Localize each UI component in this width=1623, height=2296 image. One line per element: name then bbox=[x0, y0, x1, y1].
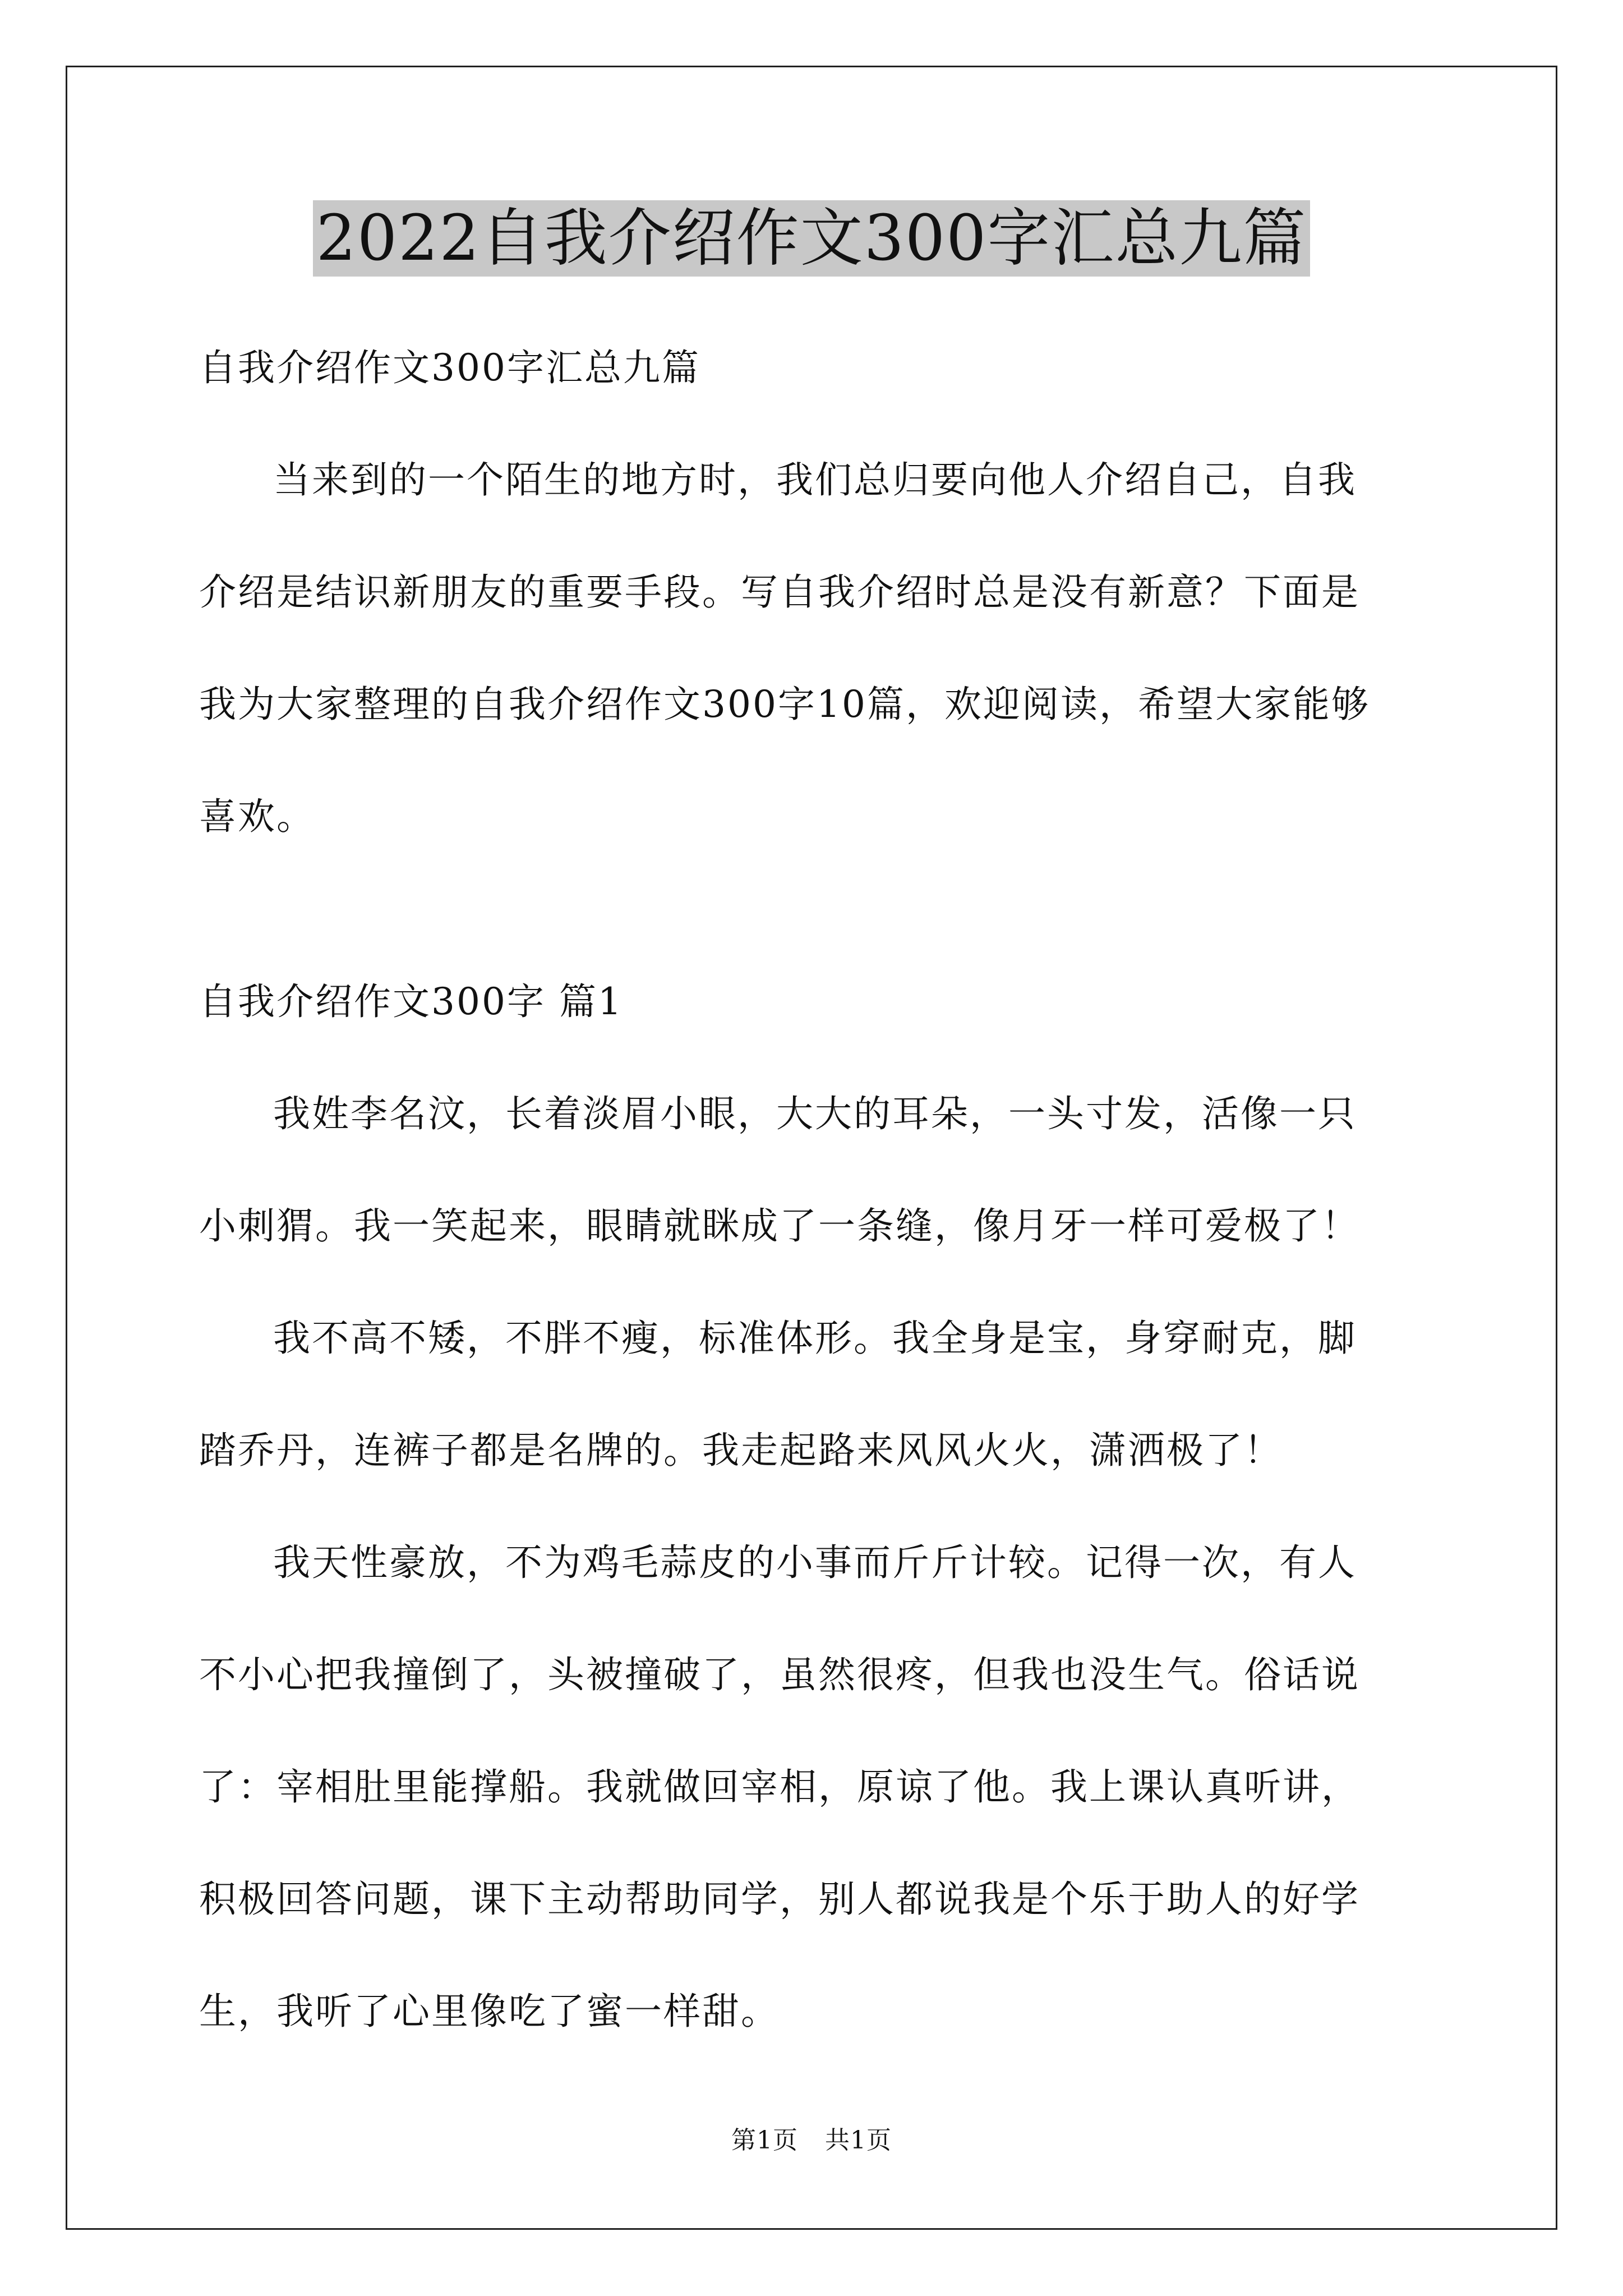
paragraph-line: 了：宰相肚里能撑船。我就做回宰相，原谅了他。我上课认真听讲， bbox=[199, 1765, 1360, 1809]
page-footer bbox=[0, 2125, 1623, 2156]
intro-line: 当来到的一个陌生的地方时，我们总归要向他人介绍自己，自我 bbox=[273, 458, 1357, 501]
document-title-container bbox=[0, 200, 1623, 277]
intro-line: 介绍是结识新朋友的重要手段。写自我介绍时总是没有新意？下面是 bbox=[199, 570, 1360, 614]
section-paragraph bbox=[199, 1507, 1433, 2068]
paragraph-line: 积极回答问题，课下主动帮助同学，别人都说我是个乐于助人的好学 bbox=[199, 1878, 1360, 1921]
section-spacer bbox=[199, 873, 1433, 974]
section-heading: 自我介绍作文300字 篇1 bbox=[199, 980, 623, 1023]
paragraph-line: 我姓李名汶，长着淡眉小眼，大大的耳朵，一头寸发，活像一只 bbox=[273, 1092, 1357, 1135]
paragraph-line: 我天性豪放，不为鸡毛蒜皮的小事而斤斤计较。记得一次，有人 bbox=[273, 1541, 1357, 1584]
document-title: 2022自我介绍作文300字汇总九篇 bbox=[313, 200, 1311, 277]
paragraph-line: 生，我听了心里像吃了蜜一样甜。 bbox=[199, 1990, 780, 2033]
intro-line: 我为大家整理的自我介绍作文300字10篇，欢迎阅读，希望大家能够 bbox=[199, 683, 1370, 726]
page-number: 第1页 bbox=[731, 2126, 798, 2155]
document-subtitle: 自我介绍作文300字汇总九篇 bbox=[199, 346, 700, 389]
heading-spacer bbox=[199, 1030, 1433, 1058]
section-paragraph bbox=[199, 1058, 1433, 1282]
paragraph-line: 小刺猬。我一笑起来，眼睛就眯成了一条缝，像月牙一样可爱极了！ bbox=[199, 1204, 1360, 1248]
intro-line: 喜欢。 bbox=[199, 795, 315, 838]
section-paragraph bbox=[199, 1282, 1433, 1507]
intro-paragraph bbox=[199, 424, 1433, 873]
page-total: 共1页 bbox=[825, 2126, 892, 2155]
document-body bbox=[199, 312, 1433, 2068]
paragraph-line: 踏乔丹，连裤子都是名牌的。我走起路来风风火火，潇洒极了！ bbox=[199, 1429, 1283, 1472]
paragraph-line: 不小心把我撞倒了，头被撞破了，虽然很疼，但我也没生气。俗话说 bbox=[199, 1653, 1360, 1696]
paragraph-line: 我不高不矮，不胖不瘦，标准体形。我全身是宝，身穿耐克，脚 bbox=[273, 1317, 1357, 1360]
